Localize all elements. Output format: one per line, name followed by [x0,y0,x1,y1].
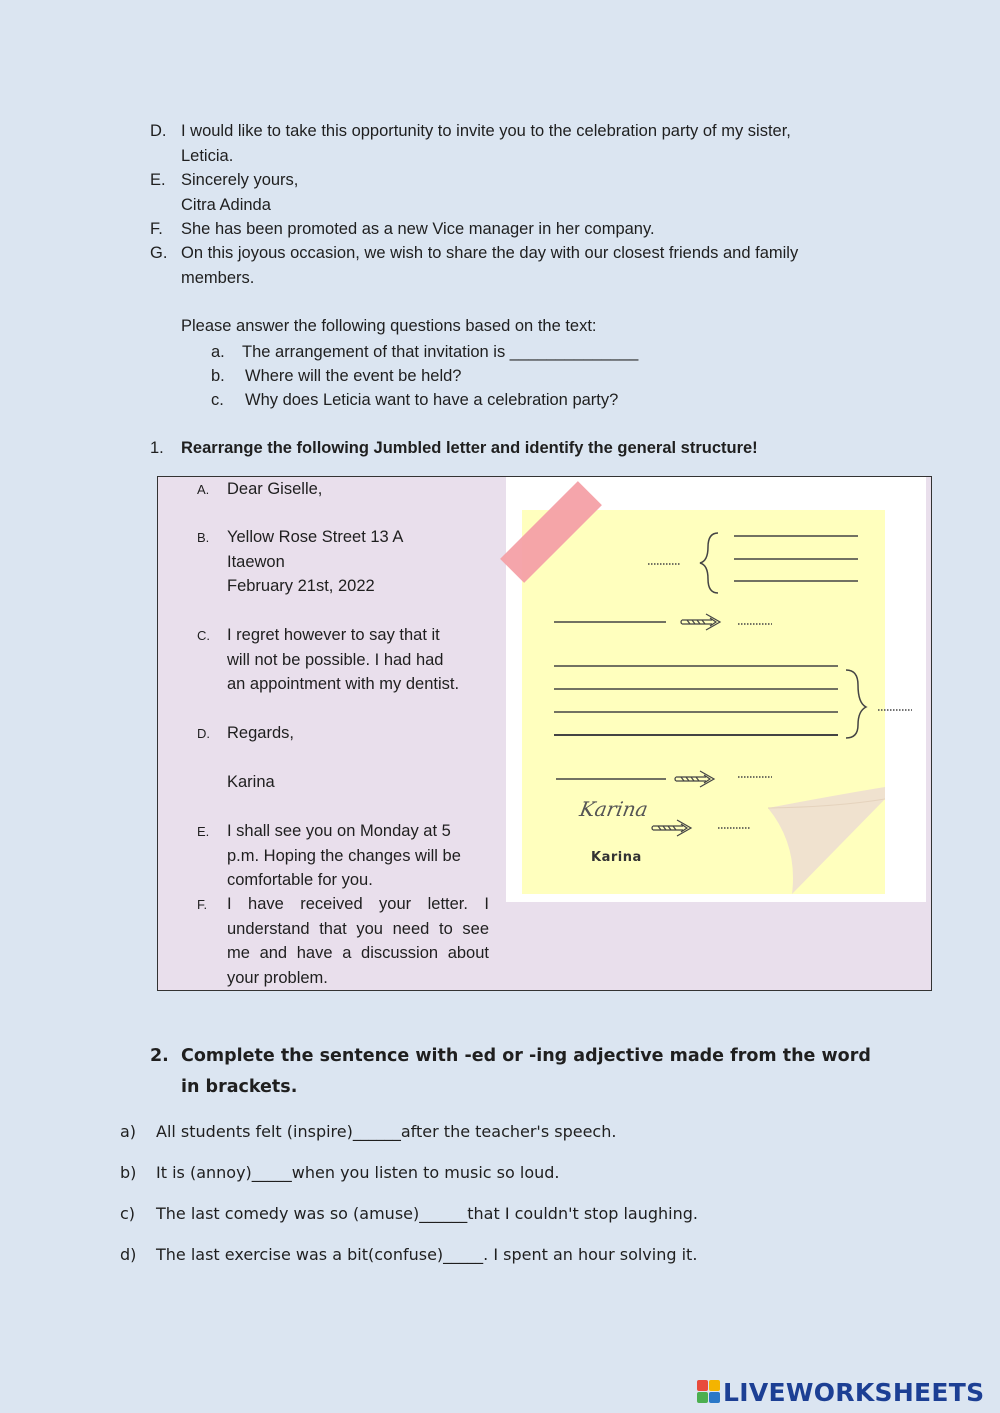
item-line: Sincerely yours, [181,171,299,189]
item-line: On this joyous occasion, we wish to share the day with our closest friends and family [181,244,799,262]
jumbled-letter: F. [197,897,208,912]
item-letter: D. [150,122,167,140]
jumbled-text: I shall see you on Monday at 5 p.m. Hoping the changes will be comfortable for you. [227,822,461,889]
logo-icon [697,1380,721,1404]
question-text: The arrangement of that invitation is ______________ [242,343,639,361]
jumbled-letter: C. [197,628,210,643]
item-line: Citra Adinda [181,195,271,214]
question-item [211,388,618,412]
exercise-letter: d) [120,1245,137,1264]
jumbled-text: I regret however to say that it will not be possible. I had had an appointment with my dentist. [227,626,460,693]
jumbled-text: Dear Giselle, [227,480,323,498]
letter-structure-illustration [506,477,926,902]
item-line: members. [181,268,255,287]
structure-diagram [506,477,926,902]
page-curl [768,787,885,894]
item-line: I would like to take this opportunity to invite you to the celebration party of my sister, [181,122,791,140]
section-number: 2. [150,1046,169,1066]
jumbled-letter: D. [197,726,210,741]
arrow-icon [681,614,720,630]
exercise-letter: c) [120,1204,136,1223]
question-item [211,340,638,364]
logo-text: LIVEWORKSHEETS [723,1377,985,1407]
item-line: She has been promoted as a new Vice manager in her company. [181,220,655,238]
signature-arrow-icon [652,820,691,836]
signature-name: Karina [591,850,642,865]
exercise-letter: a) [120,1122,137,1141]
jumbled-text: Yellow Rose Street 13 A Itaewon February 21st, 2022 [227,528,404,595]
jumbled-letter-box [157,476,932,991]
arrow-icon [675,771,714,787]
jumbled-text: I have received your letter. I understand that you need to see me and have a discussion about your problem. [227,895,489,987]
jumbled-letter: A. [197,482,210,497]
question-text: Why does Leticia want to have a celebration party? [245,391,619,409]
questions-prompt: Please answer the following questions based on the text: [181,317,597,335]
body-brace-group [554,666,912,738]
signature-script: Karina [577,797,650,821]
section-title: Rearrange the following Jumbled letter and identify the general structure! [181,439,758,457]
item-letter: G. [150,244,168,262]
item-line: Leticia. [181,146,234,165]
liveworksheets-logo[interactable] [697,1375,984,1409]
exercise-text: All students felt (inspire)______after the teacher's speech. [156,1122,617,1141]
jumbled-letter: B. [197,530,210,545]
exercise-text: The last comedy was so (amuse)______that I couldn't stop laughing. [156,1204,698,1223]
question-text: Where will the event be held? [245,367,462,385]
exercise-letter: b) [120,1163,137,1182]
salutation-row [554,622,772,624]
exercise-text: The last exercise was a bit(confuse)_____. I spent an hour solving it. [156,1245,698,1264]
section-number: 1. [150,439,164,457]
item-letter: E. [150,171,166,189]
section-title-line: Complete the sentence with -ed or -ing adjective made from the word [181,1046,871,1066]
jumbled-text: Regards, Karina [227,724,294,791]
question-letter: b. [211,367,225,385]
section-title-line: in brackets. [181,1077,298,1097]
jumbled-letter: E. [197,824,210,839]
heading-brace-group [648,533,858,593]
question-letter: c. [211,391,224,409]
item-letter: F. [150,220,163,238]
closing-row [556,777,772,779]
question-item [211,364,461,388]
question-letter: a. [211,343,225,361]
exercise-text: It is (annoy)_____when you listen to music so loud. [156,1163,560,1182]
